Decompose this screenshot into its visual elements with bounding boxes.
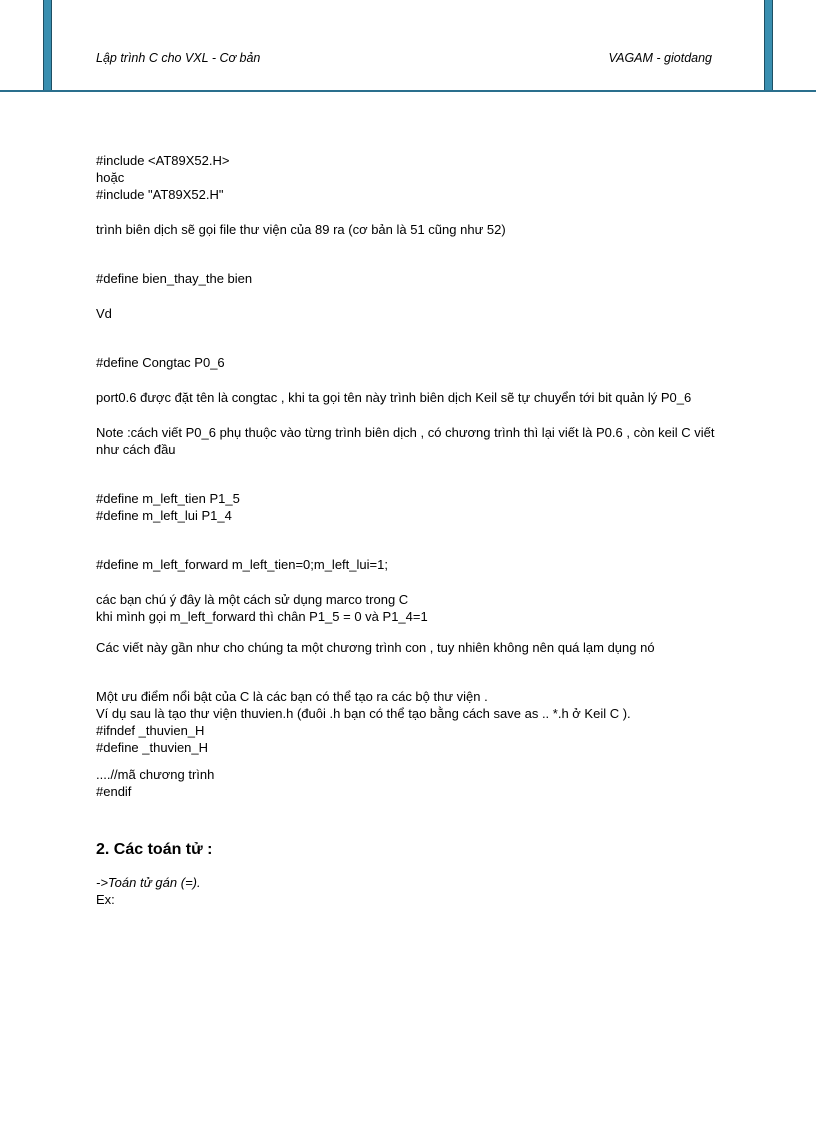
code-line: #define m_left_tien P1_5	[96, 491, 240, 506]
paragraph: trình biên dịch sẽ gọi file thư viện của 89 ra (cơ bản là 51 cũng như 52)	[96, 222, 506, 237]
section-heading: 2. Các toán tử :	[96, 841, 213, 858]
left-header-bar	[43, 0, 52, 92]
code-line: #define m_left_lui P1_4	[96, 508, 232, 523]
right-header-bar	[764, 0, 773, 92]
subheading: ->Toán tử gán (=).	[96, 875, 201, 890]
paragraph: port0.6 được đặt tên là congtac , khi ta gọi tên này trình biên dịch Keil sẽ tự chuyển tới bit quản lý P0_6	[96, 390, 692, 405]
code-line: #define m_left_forward m_left_tien=0;m_left_lui=1;	[96, 557, 388, 572]
header-title: Lập trình C cho VXL - Cơ bản	[96, 51, 261, 65]
code-line: #include "AT89X52.H"	[96, 187, 224, 202]
code-line: #endif	[96, 784, 132, 799]
header-rule	[0, 90, 816, 92]
document-body	[96, 152, 716, 908]
code-line: #define _thuvien_H	[96, 740, 209, 755]
paragraph: khi mình gọi m_left_forward thì chân P1_5 = 0 và P1_4=1	[96, 609, 428, 624]
paragraph: Các viết này gần như cho chúng ta một chương trình con , tuy nhiên không nên quá lạm dụng nó	[96, 640, 655, 655]
code-line: ....//mã chương trình	[96, 767, 215, 782]
text-line: Ex:	[96, 892, 115, 907]
code-line: #ifndef _thuvien_H	[96, 723, 205, 738]
text-line: Vd	[96, 306, 112, 321]
paragraph: các bạn chú ý đây là một cách sử dụng marco trong C	[96, 592, 409, 607]
paragraph: Một ưu điểm nổi bật của C là các bạn có thể tạo ra các bộ thư viện .	[96, 689, 488, 704]
header-author: VAGAM - giotdang	[608, 51, 712, 65]
note-paragraph: Note :cách viết P0_6 phụ thuộc vào từng trình biên dịch , có chương trình thì lại viết là P0.6 , còn keil C viết như cách đầu	[96, 425, 715, 457]
code-line: #define bien_thay_the bien	[96, 271, 253, 286]
code-line: #include <AT89X52.H>	[96, 153, 230, 168]
text-line: hoặc	[96, 170, 125, 185]
paragraph: Ví dụ sau là tạo thư viện thuvien.h (đuôi .h bạn có thể tạo bằng cách save as .. *.h ở Keil C ).	[96, 706, 631, 721]
code-line: #define Congtac P0_6	[96, 355, 225, 370]
